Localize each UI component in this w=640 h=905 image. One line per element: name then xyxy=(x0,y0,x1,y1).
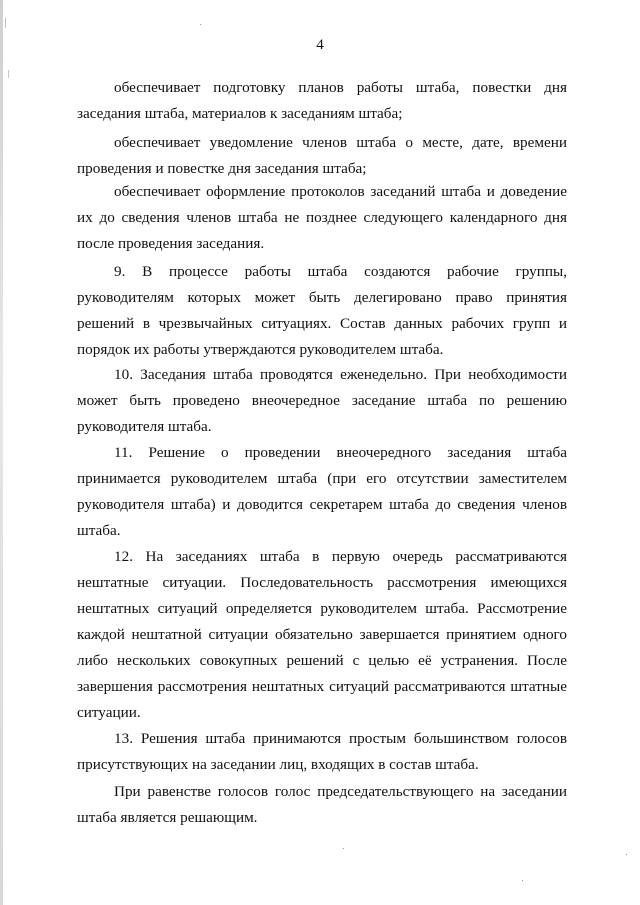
scan-artifact xyxy=(5,18,6,28)
text-line: присутствующих на заседании лиц, входящих в состав штаба. xyxy=(77,756,479,773)
text-line: обеспечивает уведомление членов штаба о месте, дате, времени xyxy=(114,134,567,151)
scan-speck xyxy=(200,24,201,25)
text-line: решений в чрезвычайных ситуациях. Состав данных рабочих групп и xyxy=(77,315,567,332)
scan-left-edge xyxy=(0,0,3,905)
scan-speck xyxy=(626,854,627,855)
text-line: ситуации. xyxy=(77,704,141,721)
paragraph-item-9 xyxy=(77,259,567,363)
text-line: их до сведения членов штаба не позднее следующего календарного дня xyxy=(77,209,567,226)
text-line: порядок их работы утверждаются руководителем штаба. xyxy=(77,341,444,358)
text-line: руководителя штаба) и доводится секретарем штаба до сведения членов xyxy=(77,496,567,513)
text-line: 10. Заседания штаба проводятся еженедельно. При необходимости xyxy=(114,366,567,383)
page-number: 4 xyxy=(316,37,324,53)
text-line: 12. На заседаниях штаба в первую очередь рассматриваются xyxy=(114,548,567,565)
paragraph-item-12 xyxy=(77,544,567,726)
text-line: проведения и повестке дня заседания штаба; xyxy=(77,160,367,177)
text-line: 13. Решения штаба принимаются простым большинством голосов xyxy=(114,730,567,747)
text-line: 11. Решение о проведении внеочередного заседания штаба xyxy=(114,444,567,461)
paragraph-item-13 xyxy=(77,726,567,778)
text-line: руководителям которых может быть делегировано право принятия xyxy=(77,289,567,306)
paragraph-plans xyxy=(77,75,567,127)
scan-speck xyxy=(343,848,344,849)
text-line: после проведения заседания. xyxy=(77,235,265,252)
text-line: 9. В процессе работы штаба создаются рабочие группы, xyxy=(114,263,567,280)
paragraph-protocols xyxy=(77,179,567,257)
text-line: штаба. xyxy=(77,522,121,539)
paragraph-item-10 xyxy=(77,362,567,440)
paragraph-notification xyxy=(77,130,567,182)
text-line: каждой нештатной ситуации обязательно завершается принятием одного xyxy=(77,626,567,643)
paragraph-item-11 xyxy=(77,440,567,544)
text-line: завершения рассмотрения нештатных ситуаций рассматриваются штатные xyxy=(77,678,567,695)
paragraph-tie-vote xyxy=(77,779,567,831)
text-line: нештатные ситуации. Последовательность рассмотрения имеющихся xyxy=(77,574,567,591)
text-line: нештатных ситуаций определяется руководителем штаба. Рассмотрение xyxy=(77,600,567,617)
text-line: штаба является решающим. xyxy=(77,809,258,826)
text-line: обеспечивает оформление протоколов заседаний штаба и доведение xyxy=(114,183,567,200)
text-line: принимается руководителем штаба (при его отсутствии заместителем xyxy=(77,470,567,487)
text-line: руководителя штаба. xyxy=(77,418,212,435)
text-line: либо нескольких совокупных решений с целью её устранения. После xyxy=(77,652,567,669)
scan-speck xyxy=(522,880,523,881)
text-line: обеспечивает подготовку планов работы штаба, повестки дня xyxy=(114,79,567,96)
scan-artifact xyxy=(8,70,9,78)
text-line: заседания штаба, материалов к заседаниям штаба; xyxy=(77,105,403,122)
text-line: При равенстве голосов голос председательствующего на заседании xyxy=(114,783,567,800)
text-line: может быть проведено внеочередное заседание штаба по решению xyxy=(77,392,567,409)
